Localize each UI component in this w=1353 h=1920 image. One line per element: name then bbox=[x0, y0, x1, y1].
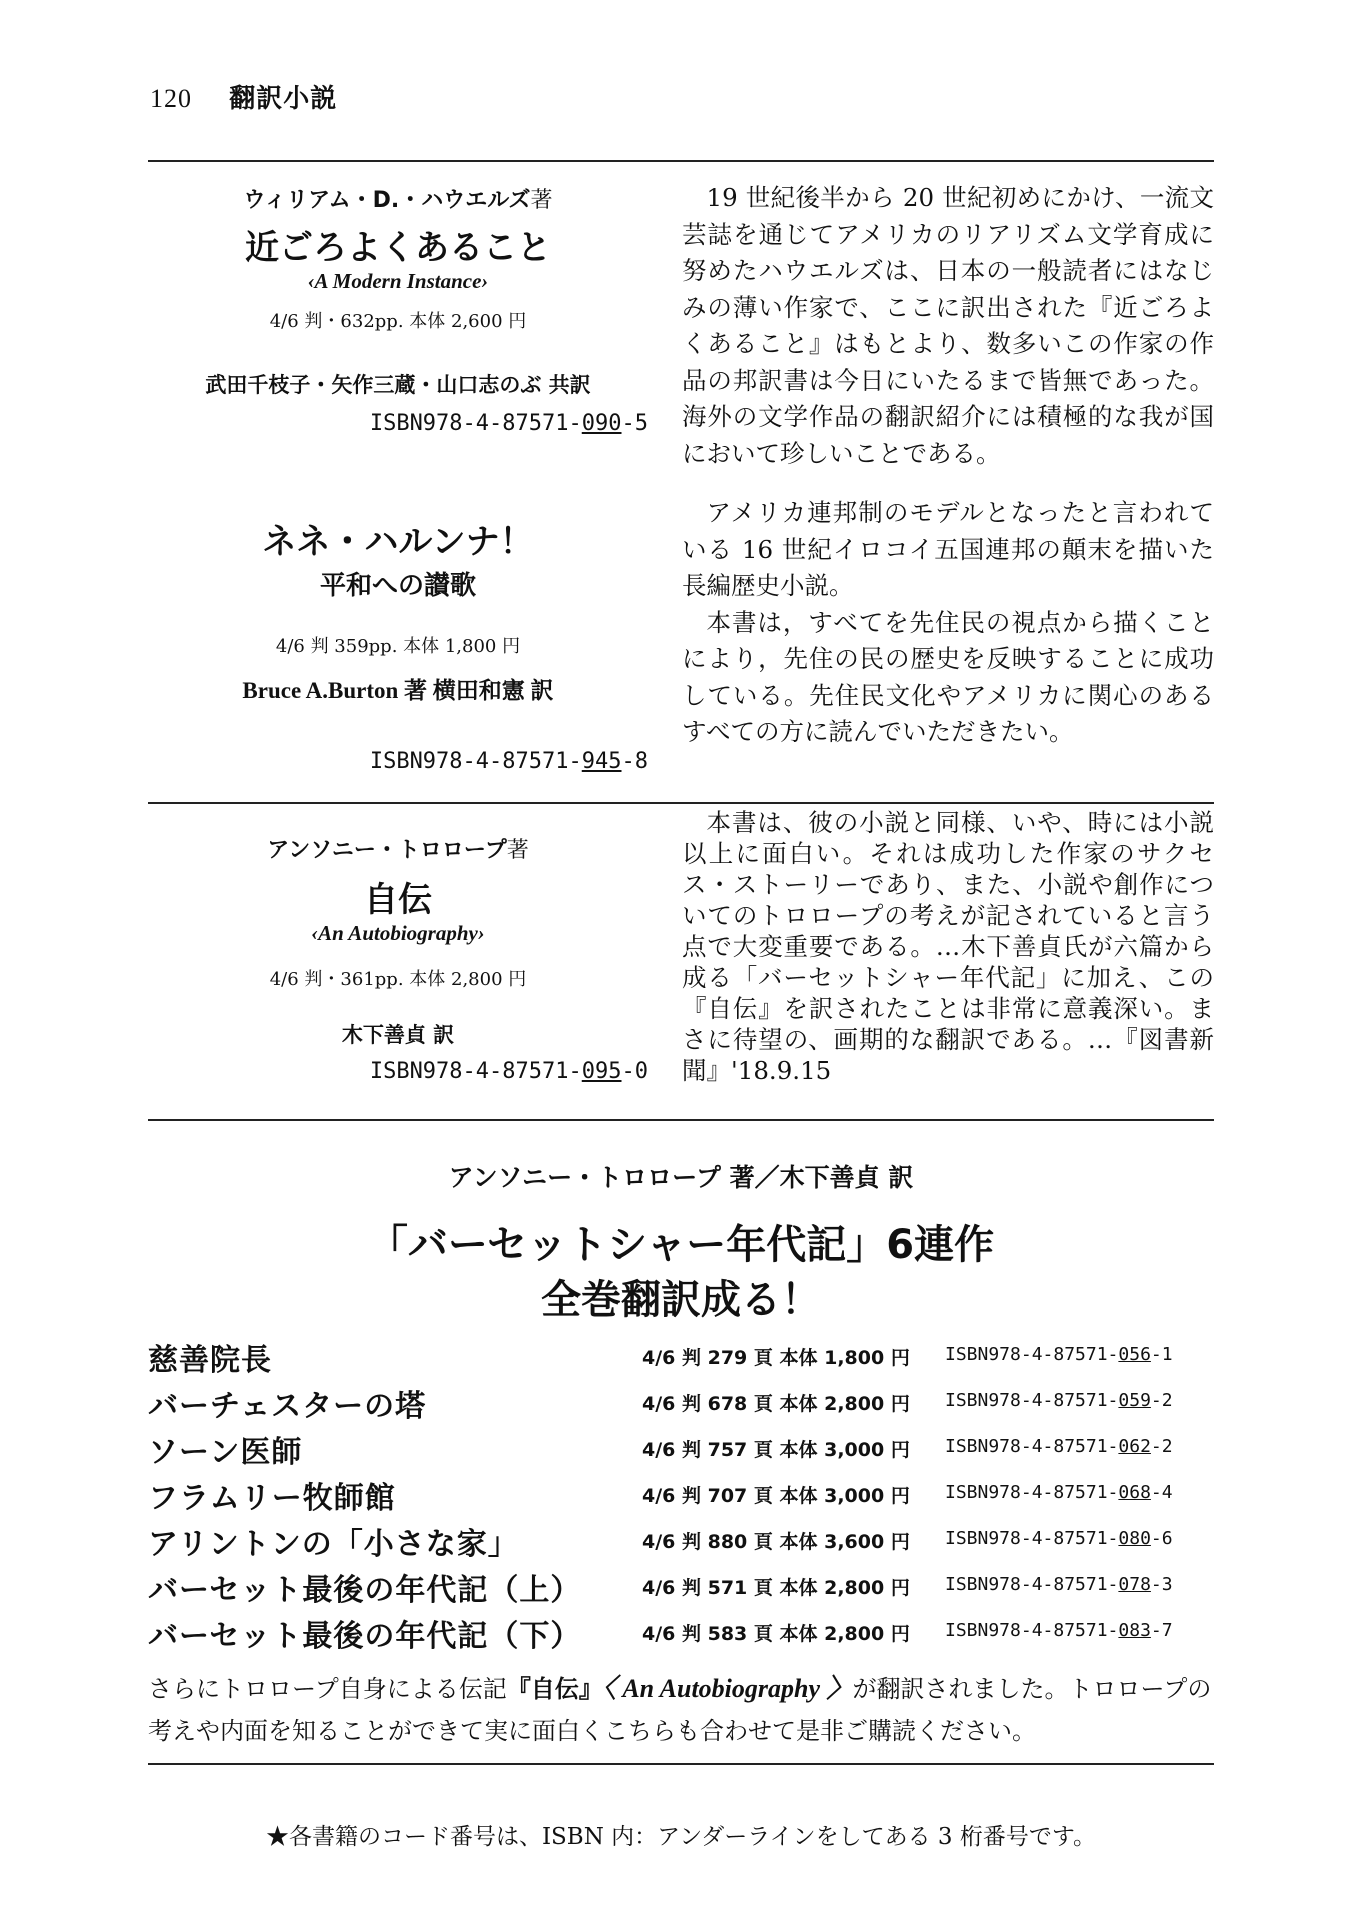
series-spec: 4/6 判 707 頁 本体 3,000 円 bbox=[642, 1485, 910, 1507]
series-spec: 4/6 判 757 頁 本体 3,000 円 bbox=[642, 1439, 910, 1461]
book-isbn: ISBN978-4-87571-090-5 bbox=[369, 411, 648, 436]
page-category: 翻訳小説 bbox=[229, 84, 338, 114]
book-original-title: ‹A Modern Instance› bbox=[307, 269, 489, 293]
series-spec: 4/6 判 279 頁 本体 1,800 円 bbox=[642, 1347, 910, 1369]
series-closing-text: さらにトロロープ自身による伝記『自伝』〈 An Autobiography 〉が翻訳されました。トロロープの考えや内面を知ることができて実に面白くこちらも合わせて是非ご購読ください。 bbox=[148, 1674, 1212, 1745]
book-translators: 木下善貞 訳 bbox=[341, 1023, 455, 1047]
series-isbn: ISBN978-4-87571-078-3 bbox=[945, 1574, 1173, 1595]
page-header bbox=[150, 78, 337, 115]
series-spec: 4/6 判 678 頁 本体 2,800 円 bbox=[642, 1393, 910, 1415]
series-isbn: ISBN978-4-87571-083-7 bbox=[945, 1620, 1173, 1641]
series-isbn: ISBN978-4-87571-062-2 bbox=[945, 1436, 1173, 1457]
series-isbn: ISBN978-4-87571-056-1 bbox=[945, 1344, 1173, 1365]
series-title: バーセット最後の年代記（下） bbox=[148, 1619, 582, 1654]
series-spec: 4/6 判 583 頁 本体 2,800 円 bbox=[642, 1623, 910, 1645]
book-translators: 武田千枝子・矢作三蔵・山口志のぶ 共訳 bbox=[205, 373, 591, 397]
series-list bbox=[148, 1335, 1218, 1657]
book-description: アメリカ連邦制のモデルとなったと言われている 16 世紀イロコイ五国連邦の顛末を描いた長編歴史小説。 本書は，すべてを先住民の視点から描くことにより，先住の民の歴史を反映することに成功している。先住民文化やアメリカに関心のあるすべての方に読んでいただきたい。 bbox=[682, 498, 1214, 746]
book-title: ネネ・ハルンナ！ bbox=[262, 522, 534, 562]
book-spec: 4/6 判 359pp. 本体 1,800 円 bbox=[275, 636, 521, 657]
series-byline: アンソニー・トロロープ 著／木下善貞 訳 bbox=[448, 1163, 914, 1192]
book-translators: Bruce A.Burton 著 横田和憲 訳 bbox=[242, 678, 554, 703]
series-title: ソーン医師 bbox=[148, 1435, 303, 1470]
series-headline: 「バーセットシャー年代記」6連作 bbox=[367, 1222, 995, 1268]
series-title: フラムリー牧師館 bbox=[148, 1481, 396, 1516]
book-author: アンソニー・トロロープ著 bbox=[267, 838, 529, 863]
series-isbn: ISBN978-4-87571-068-4 bbox=[945, 1482, 1173, 1503]
book-isbn: ISBN978-4-87571-095-0 bbox=[369, 1059, 648, 1084]
list-item bbox=[148, 1473, 1218, 1519]
list-item bbox=[148, 1335, 1218, 1381]
book-title: 近ごろよくあること bbox=[245, 228, 551, 268]
book-spec: 4/6 判・632pp. 本体 2,600 円 bbox=[269, 311, 527, 332]
book-description: 本書は、彼の小説と同様、いや、時には小説以上に面白い。それは成功した作家のサクセス・ストーリーであり、また、小説や創作についてのトロロープの考えが記されていると言う点で大変重要である。…木下善貞氏が六篇から成る「バーセットシャー年代記」に加え、この『自伝』を訳されたことは非常に意義深い。まさに待望の、画期的な翻訳である。…『図書新聞』'18.9.15 bbox=[682, 808, 1214, 1085]
series-isbn: ISBN978-4-87571-059-2 bbox=[945, 1390, 1173, 1411]
divider bbox=[148, 1119, 1214, 1121]
series-title: 慈善院長 bbox=[148, 1343, 272, 1378]
series-title: アリントンの「小さな家」 bbox=[148, 1527, 519, 1562]
book-isbn: ISBN978-4-87571-945-8 bbox=[369, 749, 648, 774]
list-item bbox=[148, 1519, 1218, 1565]
list-item bbox=[148, 1611, 1218, 1657]
page-number: 120 bbox=[150, 84, 192, 113]
series-title: バーセット最後の年代記（上） bbox=[148, 1573, 582, 1608]
series-title: バーチェスターの塔 bbox=[148, 1389, 427, 1424]
book-author: ウィリアム・D.・ハウエルズ著 bbox=[243, 188, 553, 213]
footnote: ★各書籍のコード番号は、ISBN 内：アンダーラインをしてある 3 桁番号です。 bbox=[265, 1824, 1097, 1850]
book-title: 自伝 bbox=[364, 880, 432, 920]
series-spec: 4/6 判 571 頁 本体 2,800 円 bbox=[642, 1577, 910, 1599]
list-item bbox=[148, 1565, 1218, 1611]
book-subtitle: 平和への讃歌 bbox=[319, 571, 476, 601]
series-spec: 4/6 判 880 頁 本体 3,600 円 bbox=[642, 1531, 910, 1553]
series-headline-2: 全巻翻訳成る！ bbox=[541, 1277, 821, 1323]
book-original-title: ‹An Autobiography› bbox=[311, 921, 485, 945]
series-isbn: ISBN978-4-87571-080-6 bbox=[945, 1528, 1173, 1549]
book-description: 19 世紀後半から 20 世紀初めにかけ、一流文芸誌を通じてアメリカのリアリズム文学育成に努めたハウエルズは、日本の一般読者にはなじみの薄い作家で、ここに訳出された『近ごろよくあること』はもとより、数多いこの作家の作品の邦訳書は今日にいたるまで皆無であった。海外の文学作品の翻訳紹介には積極的な我が国において珍しいことである。 bbox=[682, 183, 1214, 468]
list-item bbox=[148, 1381, 1218, 1427]
book-spec: 4/6 判・361pp. 本体 2,800 円 bbox=[269, 969, 527, 990]
list-item bbox=[148, 1427, 1218, 1473]
divider bbox=[148, 1763, 1214, 1765]
